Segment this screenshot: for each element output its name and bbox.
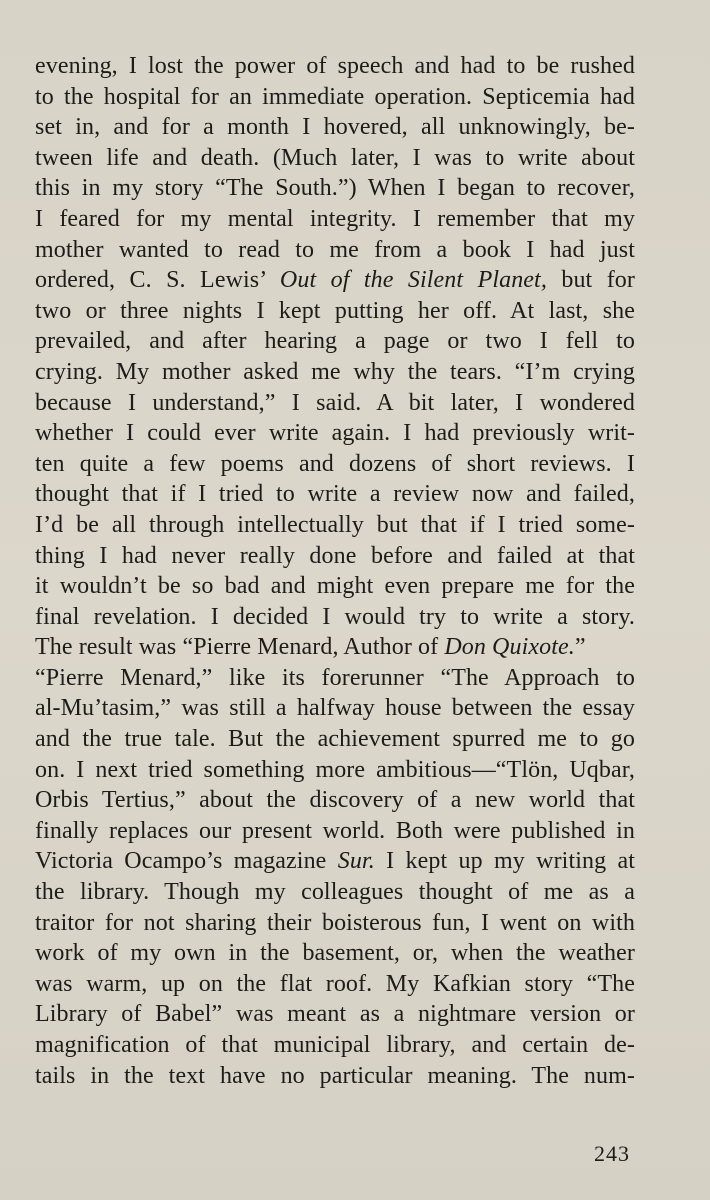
page-number: 243 xyxy=(594,1141,630,1166)
text-line: on. I next tried something more ambitious—“Tlön, Uqbar, xyxy=(35,756,635,783)
text-line: mother wanted to read to me from a book I had just xyxy=(35,236,635,263)
magazine-title-italic: Sur. xyxy=(337,848,375,875)
text-line: because I understand,” I said. A bit later, I wondered xyxy=(35,389,635,416)
text-line: final revelation. I decided I would try to write a story. xyxy=(35,603,635,630)
text-run: Victoria Ocampo’s magazine xyxy=(35,848,338,875)
text-line: this in my story “The South.”) When I began to recover, xyxy=(35,175,635,202)
text-line: Library of Babel” was meant as a nightmare version or xyxy=(35,1001,635,1028)
text-line: thing I had never really done before and failed at that xyxy=(35,542,635,569)
text-line: and the true tale. But the achievement spurred me to go xyxy=(35,726,635,753)
text-line: thought that if I tried to write a review now and failed, xyxy=(35,481,635,508)
text-run: ” xyxy=(574,634,586,661)
text-line: tails in the text have no particular meaning. The num- xyxy=(35,1062,635,1089)
text-line: evening, I lost the power of speech and had to be rushed xyxy=(35,53,635,79)
text-run: I kept up my writing at xyxy=(374,848,636,875)
text-line: al-Mu’tasim,” was still a halfway house between the essay xyxy=(35,695,635,722)
book-title-italic: Out of the Silent Planet, xyxy=(279,267,547,294)
text-line xyxy=(35,632,635,663)
text-line: traitor for not sharing their boisterous fun, I went on with xyxy=(35,909,635,936)
text-line xyxy=(35,846,635,877)
text-run: ordered, C. S. Lewis’ xyxy=(35,267,280,294)
text-line: the library. Though my colleagues thought of me as a xyxy=(35,879,635,906)
text-line: set in, and for a month I hovered, all unknowingly, be- xyxy=(35,114,635,141)
text-line: magnification of that municipal library, and certain de- xyxy=(35,1032,635,1058)
book-title-italic: Don Quixote. xyxy=(444,634,575,661)
text-line: to the hospital for an immediate operation. Septicemia had xyxy=(35,83,635,110)
text-line: work of my own in the basement, or, when the weather xyxy=(35,940,635,967)
text-line: prevailed, and after hearing a page or two I fell to xyxy=(35,328,635,355)
text-line: crying. My mother asked me why the tears. “I’m crying xyxy=(35,358,635,385)
text-line: finally replaces our present world. Both were published in xyxy=(35,817,635,844)
text-line: Orbis Tertius,” about the discovery of a new world that xyxy=(35,787,635,814)
text-run: but for xyxy=(546,267,635,294)
text-line: two or three nights I kept putting her off. At last, she xyxy=(35,297,635,324)
text-run: The result was “Pierre Menard, Author of xyxy=(35,634,445,661)
body-text xyxy=(35,51,635,1091)
text-line: whether I could ever write again. I had previously writ- xyxy=(35,420,635,447)
paragraph-first-line: “Pierre Menard,” like its forerunner “The Approach to xyxy=(35,664,635,691)
text-line xyxy=(35,265,635,296)
text-line: ten quite a few poems and dozens of short reviews. I xyxy=(35,450,635,477)
text-line: it wouldn’t be so bad and might even prepare me for the xyxy=(35,573,635,600)
text-line: I feared for my mental integrity. I remember that my xyxy=(35,205,635,232)
text-line: I’d be all through intellectually but that if I tried some- xyxy=(35,511,635,538)
text-line: tween life and death. (Much later, I was to write about xyxy=(35,144,635,171)
text-line: was warm, up on the flat roof. My Kafkian story “The xyxy=(35,970,635,997)
